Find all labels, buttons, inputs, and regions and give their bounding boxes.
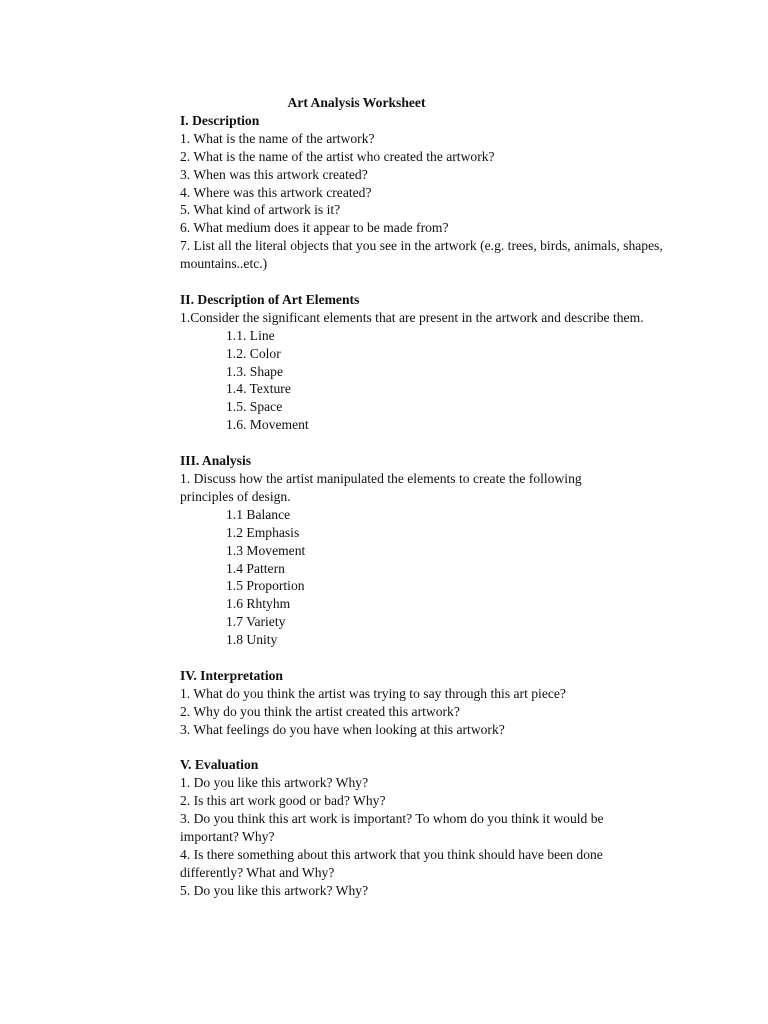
section-evaluation (180, 756, 680, 899)
question-item: 1. Do you like this artwork? Why? (180, 775, 369, 791)
section-art-elements (180, 291, 680, 434)
question-item: 2. Why do you think the artist created this artwork? (180, 703, 460, 719)
question-item: 2. What is the name of the artist who created the artwork? (180, 148, 495, 164)
question-item: 1.Consider the significant elements that are present in the artwork and describe them. (180, 309, 644, 325)
sub-item: 1.2. Color (226, 345, 281, 361)
question-item: 3. Do you think this art work is important? To whom do you think it would be important? Why? (180, 811, 604, 845)
section-analysis (180, 452, 680, 649)
question-item: 4. Is there something about this artwork that you think should have been done differently? What and Why? (180, 847, 603, 880)
question-item: 2. Is this art work good or bad? Why? (180, 793, 386, 809)
section-heading: IV. Interpretation (180, 667, 283, 683)
sub-item: 1.6 Rhtyhm (226, 596, 291, 612)
question-item: 1. Discuss how the artist manipulated the elements to create the following principles of design. (180, 471, 582, 504)
sub-item: 1.8 Unity (226, 632, 278, 648)
worksheet-title: Art Analysis Worksheet (287, 95, 426, 110)
sub-item: 1.7 Variety (226, 614, 286, 630)
sub-item: 1.3 Movement (226, 542, 306, 558)
question-item: 6. What medium does it appear to be made from? (180, 220, 449, 236)
spacer (180, 434, 680, 452)
section-heading: III. Analysis (180, 453, 252, 469)
spacer (180, 273, 680, 291)
question-item: 1. What do you think the artist was trying to say through this art piece? (180, 685, 566, 701)
section-heading: V. Evaluation (180, 757, 259, 773)
spacer (180, 739, 680, 757)
question-item: 3. What feelings do you have when looking at this artwork? (180, 721, 505, 737)
question-item: 5. Do you like this artwork? Why? (180, 882, 369, 898)
worksheet-page (180, 94, 680, 900)
sub-item: 1.2 Emphasis (226, 524, 300, 540)
sub-item: 1.1. Line (226, 327, 275, 343)
sub-item: 1.4 Pattern (226, 560, 285, 576)
question-item: 5. What kind of artwork is it? (180, 202, 341, 218)
question-item: 1. What is the name of the artwork? (180, 130, 375, 146)
sub-item: 1.5. Space (226, 399, 283, 415)
question-item: 4. Where was this artwork created? (180, 184, 372, 200)
section-interpretation (180, 667, 680, 739)
spacer (180, 649, 680, 667)
sub-item: 1.5 Proportion (226, 578, 305, 594)
section-heading: I. Description (180, 112, 260, 128)
sub-item: 1.3. Shape (226, 363, 284, 379)
section-description (180, 112, 680, 273)
question-item: 7. List all the literal objects that you see in the artwork (e.g. trees, birds, animals, shapes, mountains..etc.) (180, 238, 663, 272)
question-item: 3. When was this artwork created? (180, 166, 368, 182)
section-heading: II. Description of Art Elements (180, 291, 360, 307)
sub-item: 1.6. Movement (226, 417, 309, 433)
sub-item: 1.4. Texture (226, 381, 291, 397)
sub-item: 1.1 Balance (226, 506, 291, 522)
